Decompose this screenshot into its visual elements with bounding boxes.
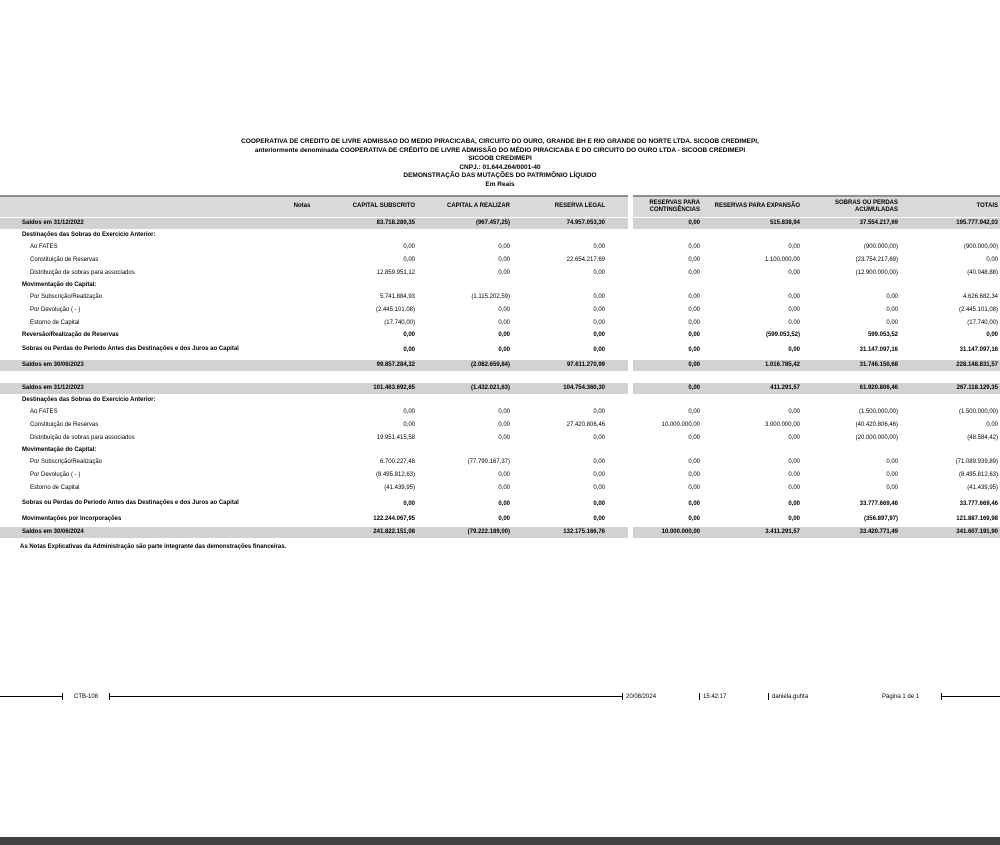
cell-value: 0,00 <box>788 346 800 353</box>
page-footer <box>0 693 1000 700</box>
cell-value: 0,00 <box>788 294 800 301</box>
cell-value: (900.000,00) <box>863 244 898 251</box>
row-label: Estorno de Capital <box>30 320 80 327</box>
cell-value: 0,00 <box>688 472 700 479</box>
coop-name-line: COOPERATIVA DE CREDITO DE LIVRE ADMISSAO DO MEDIO PIRACICABA, CIRCUITO DO OURO, GRANDE BH E RIO GRANDE DO NORTE LTDA. SICOOB CREDIMEPI, <box>241 138 759 145</box>
column-gap <box>628 195 633 217</box>
currency-note: Em Reais <box>485 180 515 188</box>
cell-value: 0,00 <box>593 270 605 277</box>
cell-value: 0,00 <box>593 516 605 523</box>
cell-value: (8.495.812,63) <box>958 472 998 479</box>
cell-value: (356.897,97) <box>863 516 898 523</box>
cell-value: 0,00 <box>788 270 800 277</box>
row-label: Saldos em 31/12/2022 <box>22 220 84 227</box>
table-row <box>0 482 1000 495</box>
row-label: Ao FATES <box>30 244 58 251</box>
row-label: Destinações das Sobras do Exercício Anterior: <box>22 397 156 404</box>
table-row <box>0 360 1000 371</box>
cell-value: (2.445.101,08) <box>958 307 998 314</box>
cell-value: 0,00 <box>886 472 898 479</box>
table-row <box>0 395 1000 406</box>
cell-value: 101.463.692,65 <box>373 385 415 392</box>
row-label: Ao FATES <box>30 409 58 416</box>
cell-value: 0,00 <box>788 459 800 466</box>
cell-value: 0,00 <box>688 307 700 314</box>
cell-value: 599.053,52 <box>867 332 898 339</box>
cell-value: 228.148.831,57 <box>956 362 998 369</box>
cell-value: 0,00 <box>403 332 415 339</box>
column-header-reserva-legal: RESERVA LEGAL <box>554 203 605 210</box>
cell-value: 0,00 <box>886 294 898 301</box>
cell-value: 10.000.000,00 <box>661 422 700 429</box>
cell-value: 10.000.000,00 <box>661 529 700 536</box>
table-row <box>0 513 1000 526</box>
cell-value: 1.016.785,42 <box>764 362 800 369</box>
cell-value: 0,00 <box>593 346 605 353</box>
cell-value: 0,00 <box>688 294 700 301</box>
coop-former-name-line: anteriormente denominada COOPERATIVA DE CRÉDITO DE LIVRE ADMISSÃO DO MÉDIO PIRACICABA E DO CIRCUITO DO OURO LTDA - SICOOB CREDIMEPI <box>254 146 746 154</box>
row-label: Movimentação do Capital: <box>22 447 97 454</box>
cell-value: 0,00 <box>498 346 510 353</box>
table-row <box>0 445 1000 456</box>
row-label: Destinações das Sobras do Exercício Anterior: <box>22 232 156 239</box>
cell-value: 6.700.227,48 <box>379 459 415 466</box>
cell-value: (20.000.000,00) <box>855 435 898 442</box>
column-header-capital-a-realizar: CAPITAL A REALIZAR <box>447 203 510 210</box>
cell-value: 0,00 <box>593 472 605 479</box>
column-gap <box>628 383 633 394</box>
row-label: Por Devolução ( - ) <box>30 472 81 479</box>
cell-value: 22.654.217,69 <box>566 257 605 264</box>
table-row <box>0 330 1000 341</box>
table-row <box>0 218 1000 229</box>
cell-value: 0,00 <box>593 244 605 251</box>
cell-value: 0,00 <box>688 270 700 277</box>
row-label: Por Subscrição/Realização <box>30 459 103 466</box>
cell-value: 0,00 <box>688 346 700 353</box>
cell-value: 0,00 <box>886 320 898 327</box>
cell-value: 0,00 <box>986 422 998 429</box>
cell-value: 0,00 <box>788 307 800 314</box>
cell-value: (900.000,00) <box>963 244 998 251</box>
row-label: Por Devolução ( - ) <box>30 307 81 314</box>
cell-value: 0,00 <box>498 422 510 429</box>
cell-value: 122.244.067,95 <box>373 516 415 523</box>
table-row <box>0 432 1000 445</box>
column-header-reservas-expansao: RESERVAS PARA EXPANSÃO <box>714 203 800 210</box>
column-header-sobras-perdas: SOBRAS OU PERDAS ACUMULADAS <box>834 199 898 213</box>
column-header-totais: TOTAIS <box>976 203 998 210</box>
cell-value: 0,00 <box>688 409 700 416</box>
cell-value: 74.957.053,30 <box>566 220 605 227</box>
cell-value: 0,00 <box>688 485 700 492</box>
coop-short-name: SICOOB CREDIMEPI <box>468 155 532 163</box>
row-label: Constituição de Reservas <box>30 257 99 264</box>
cell-value: (17.740,00) <box>967 320 998 327</box>
footer-rule-segment <box>942 696 1000 697</box>
cell-value: 0,00 <box>688 516 700 523</box>
cell-value: 61.920.806,46 <box>859 385 898 392</box>
cell-value: 0,00 <box>498 409 510 416</box>
table-row <box>0 230 1000 241</box>
cell-value: (71.089.939,89) <box>955 459 998 466</box>
table-row <box>0 527 1000 538</box>
table-row <box>0 419 1000 432</box>
printed-by-user: daniela.guhta <box>772 693 809 700</box>
row-label: Saldos em 30/06/2023 <box>22 362 84 369</box>
cell-value: 97.611.270,99 <box>566 362 605 369</box>
cell-value: 0,00 <box>593 435 605 442</box>
cell-value: 195.777.942,03 <box>956 220 998 227</box>
cell-value: 0,00 <box>688 385 700 392</box>
cell-value: 411.291,57 <box>770 385 800 392</box>
cell-value: (41.439,95) <box>967 485 998 492</box>
cell-value: (48.584,42) <box>967 435 998 442</box>
report-title: DEMONSTRAÇÃO DAS MUTAÇÕES DO PATRIMÔNIO LÍQUIDO <box>403 172 597 180</box>
cell-value: 33.420.771,49 <box>859 529 898 536</box>
table-row <box>0 495 1000 513</box>
cell-value: 37.554.217,69 <box>859 220 898 227</box>
cell-value: (77.790.167,37) <box>467 459 510 466</box>
cell-value: (41.439,95) <box>384 485 415 492</box>
table-row <box>0 254 1000 267</box>
cell-value: 0,00 <box>498 320 510 327</box>
table-row <box>0 267 1000 280</box>
cell-value: 3.000.000,00 <box>764 422 800 429</box>
cell-value: 0,00 <box>886 307 898 314</box>
cell-value: 0,00 <box>593 459 605 466</box>
cell-value: 0,00 <box>498 332 510 339</box>
cell-value: 0,00 <box>688 257 700 264</box>
cell-value: 0,00 <box>688 500 700 507</box>
cell-value: (12.900.000,00) <box>855 270 898 277</box>
cell-value: 27.420.806,46 <box>566 422 605 429</box>
row-label: Saldos em 31/12/2023 <box>22 385 84 392</box>
cell-value: 0,00 <box>788 500 800 507</box>
cell-value: 0,00 <box>688 459 700 466</box>
cell-value: 241.822.151,08 <box>373 529 415 536</box>
print-time: 15:42:17 <box>703 693 727 700</box>
cell-value: 12.859.951,12 <box>376 270 415 277</box>
cell-value: 0,00 <box>498 435 510 442</box>
row-label: Saldos em 30/06/2024 <box>22 529 84 536</box>
cell-value: (2.082.659,84) <box>470 362 510 369</box>
table-row <box>0 280 1000 291</box>
cell-value: 0,00 <box>788 485 800 492</box>
cell-value: 0,00 <box>593 320 605 327</box>
cell-value: 0,00 <box>403 346 415 353</box>
cell-value: 4.626.682,34 <box>962 294 998 301</box>
cell-value: 267.118.129,35 <box>956 385 998 392</box>
column-gap <box>628 218 633 229</box>
table-section-2023-2024 <box>0 383 1000 538</box>
cell-value: 0,00 <box>403 422 415 429</box>
column-header-capital-subscrito: CAPITAL SUBSCRITO <box>352 203 415 210</box>
row-label: Sobras ou Perdas do Período Antes das Destinações e dos Juros ao Capital <box>22 346 239 353</box>
cell-value: (8.495.812,63) <box>375 472 415 479</box>
cell-value: (599.053,52) <box>765 332 800 339</box>
row-label: Sobras ou Perdas do Período Antes das Destinações e dos Juros ao Capital <box>22 500 239 507</box>
cell-value: 0,00 <box>498 307 510 314</box>
cell-value: 0,00 <box>788 516 800 523</box>
cell-value: (23.754.217,69) <box>855 257 898 264</box>
row-label: Movimentações por Incorporações <box>22 516 122 523</box>
cell-value: 0,00 <box>498 516 510 523</box>
cell-value: 83.718.289,35 <box>376 220 415 227</box>
cell-value: 121.887.169,98 <box>956 516 998 523</box>
cell-value: (1.115.202,59) <box>471 294 510 301</box>
cell-value: 0,00 <box>688 435 700 442</box>
cell-value: 0,00 <box>788 320 800 327</box>
cell-value: (79.222.189,00) <box>467 529 510 536</box>
cell-value: (2.445.101,08) <box>375 307 415 314</box>
footer-rule-segment <box>0 696 62 697</box>
cell-value: 0,00 <box>593 307 605 314</box>
cell-value: 515.838,94 <box>769 220 800 227</box>
cell-value: 0,00 <box>788 244 800 251</box>
cell-value: 0,00 <box>886 459 898 466</box>
explanatory-note: As Notas Explicativas da Administração são parte integrante das demonstrações financeiras. <box>20 543 287 550</box>
cell-value: 0,00 <box>788 435 800 442</box>
cell-value: 0,00 <box>403 257 415 264</box>
table-row <box>0 341 1000 359</box>
row-label: Movimentação do Capital: <box>22 282 97 289</box>
cell-value: 3.411.291,57 <box>765 529 800 536</box>
column-gap <box>628 527 633 538</box>
cell-value: (1.500.000,00) <box>858 409 898 416</box>
cnpj: CNPJ.: 01.644.264/0001-40 <box>459 163 541 171</box>
footer-rule-segment <box>110 696 622 697</box>
equity-statement-table <box>0 195 1000 538</box>
cell-value: 0,00 <box>593 409 605 416</box>
table-row <box>0 304 1000 317</box>
cell-value: 99.857.284,32 <box>376 362 415 369</box>
table-row <box>0 317 1000 330</box>
row-label: Constituição de Reservas <box>30 422 99 429</box>
cell-value: 0,00 <box>688 320 700 327</box>
cell-value: 0,00 <box>986 257 998 264</box>
cell-value: 0,00 <box>498 472 510 479</box>
cell-value: 0,00 <box>986 332 998 339</box>
table-row <box>0 456 1000 469</box>
table-row <box>0 469 1000 482</box>
cell-value: 341.607.191,90 <box>956 529 998 536</box>
cell-value: 0,00 <box>593 332 605 339</box>
table-row <box>0 406 1000 419</box>
cell-value: 0,00 <box>593 294 605 301</box>
column-gap <box>628 360 633 371</box>
cell-value: 0,00 <box>886 485 898 492</box>
window-bottom-edge <box>0 837 1000 845</box>
cell-value: (40.420.806,46) <box>855 422 898 429</box>
table-row <box>0 383 1000 394</box>
cell-value: 0,00 <box>403 409 415 416</box>
table-section-2022-2023 <box>0 218 1000 371</box>
row-label: Distribuição de sobras para associados <box>30 270 135 277</box>
cell-value: 0,00 <box>498 270 510 277</box>
row-label: Por Subscrição/Realização <box>30 294 103 301</box>
column-header-reservas-contingencias: RESERVAS PARA CONTINGÊNCIAS <box>649 199 700 213</box>
cell-value: 0,00 <box>688 362 700 369</box>
cell-value: 19.951.415,58 <box>376 435 415 442</box>
cell-value: 0,00 <box>688 332 700 339</box>
cell-value: 0,00 <box>498 485 510 492</box>
cell-value: 0,00 <box>593 485 605 492</box>
cell-value: 0,00 <box>498 257 510 264</box>
cell-value: 0,00 <box>403 244 415 251</box>
cell-value: 132.175.166,76 <box>563 529 605 536</box>
cell-value: 33.777.669,46 <box>959 500 998 507</box>
cell-value: 33.777.669,46 <box>859 500 898 507</box>
cell-value: 0,00 <box>688 244 700 251</box>
cell-value: 0,00 <box>788 409 800 416</box>
print-date: 20/08/2024 <box>626 693 657 700</box>
cell-value: 0,00 <box>788 472 800 479</box>
cell-value: 0,00 <box>688 220 700 227</box>
cell-value: (40.048,88) <box>967 270 998 277</box>
table-row <box>0 291 1000 304</box>
cell-value: 0,00 <box>403 500 415 507</box>
table-row <box>0 241 1000 254</box>
cell-value: (1.432.021,63) <box>470 385 510 392</box>
column-header-notas: Notas <box>293 203 311 210</box>
cell-value: 31.147.097,16 <box>859 346 898 353</box>
cell-value: (967.457,25) <box>475 220 510 227</box>
page-number: Página 1 de 1 <box>882 693 920 700</box>
cell-value: 1.100.000,00 <box>764 257 800 264</box>
cell-value: 31.746.150,68 <box>859 362 898 369</box>
cell-value: (1.500.000,00) <box>958 409 998 416</box>
cell-value: (17.740,00) <box>384 320 415 327</box>
cell-value: 0,00 <box>498 500 510 507</box>
row-label: Reversão/Realização de Reservas <box>22 332 119 339</box>
cell-value: 0,00 <box>498 244 510 251</box>
report-code: CTB-108 <box>73 693 98 700</box>
row-label: Estorno de Capital <box>30 485 80 492</box>
cell-value: 5.741.884,93 <box>379 294 415 301</box>
row-label: Distribuição de sobras para associados <box>30 435 135 442</box>
document-header <box>0 138 1000 190</box>
cell-value: 104.754.360,30 <box>563 385 605 392</box>
table-header-row <box>0 195 1000 217</box>
cell-value: 31.147.097,16 <box>959 346 998 353</box>
cell-value: 0,00 <box>593 500 605 507</box>
